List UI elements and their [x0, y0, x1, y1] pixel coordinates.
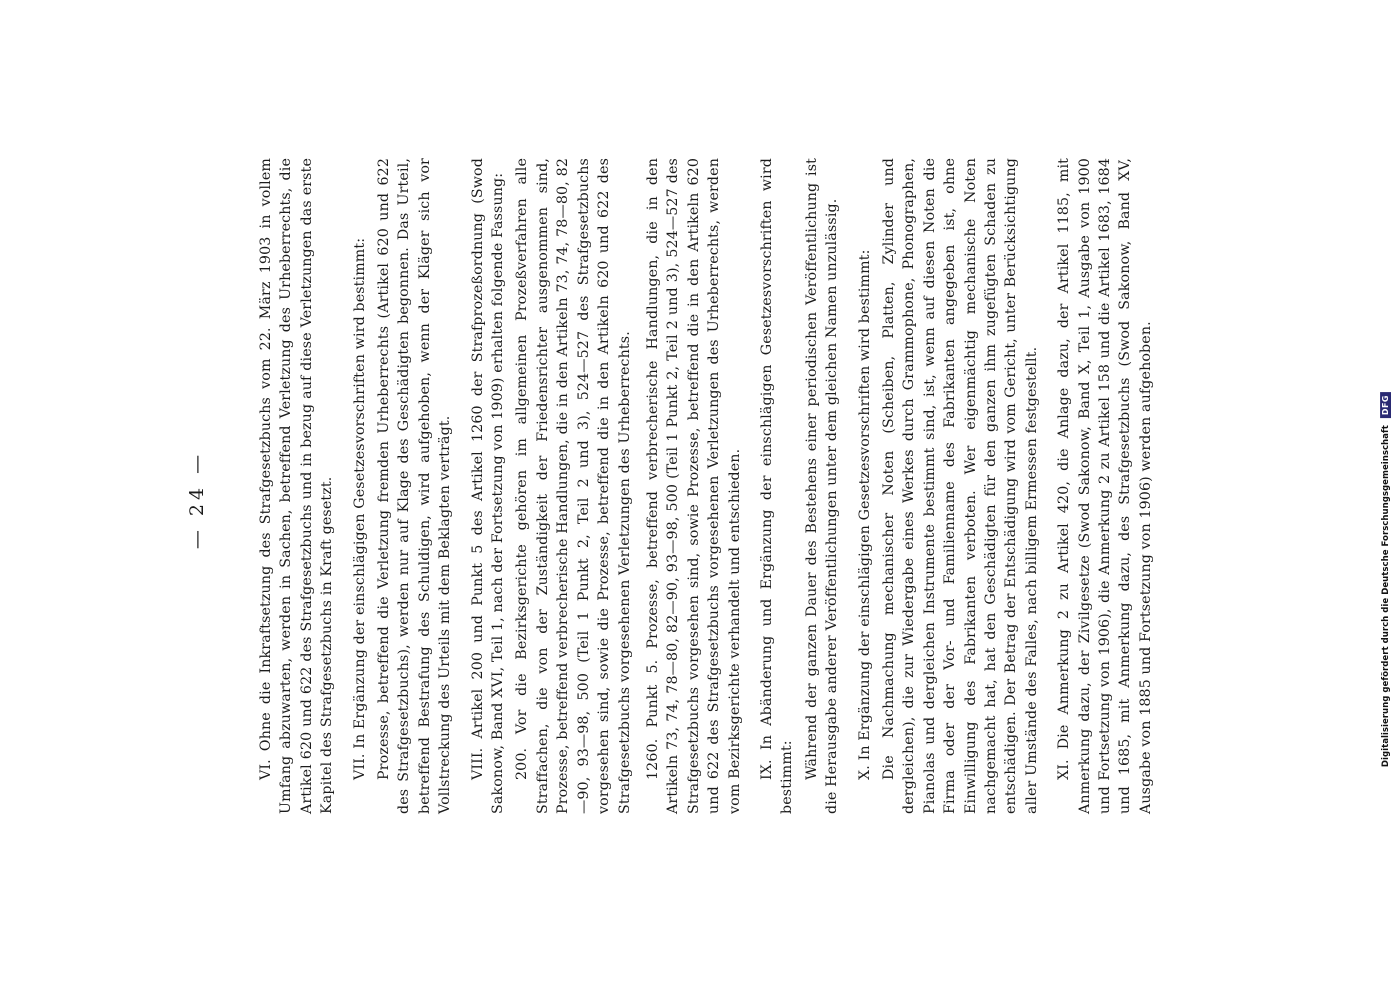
paragraph-vi: VI. Ohne die Inkraftsetzung des Strafgesetzbuchs vom 22. März 1903 in vollem Umfang abzuwarten, werden in Sachen, betreffend Verletzung des Urheberrechts, die Artikel 620 und 622 des Strafgesetzbuchs und in bezug auf diese Verletzungen das erste Kapitel des Strafgesetzbuchs in Kraft gesetzt. — [258, 158, 336, 814]
paragraph-article-1260: 1260. Punkt 5. Prozesse, betreffend verbrecherische Handlungen, die in den Artikeln 73, 74, 78—80, 82—90, 93—98, 500 (Teil 1 Punkt 2, Teil 2 und 3), 524—527 des Strafgesetzbuchs vorgesehen sind, sowie Prozesse, betreffend die in den Artikeln 620 und 622 des Strafgesetzbuchs vorgesehenen Verletzungen des Urheberrechts, werden vom Bezirksgerichte verhandelt und entschieden. — [644, 158, 743, 814]
dfg-logo: DFG — [1380, 392, 1391, 418]
paragraph-xi: XI. Die Anmerkung 2 zu Artikel 420, die Anlage dazu, der Artikel 1185, mit Anmerkung dazu, der Zivilgesetze (Swod Sakonow, Band X, Teil 1, Ausgabe von 1900 und Fortsetzung von 1906), die Anmerkung 2 zu Artikel 158 und die Artikel 1683, 1684 und 1685, mit Anmerkung dazu, des Strafgesetzbuchs (Swod Sakonow, Band XV, Ausgabe von 1885 und Fortsetzung von 1906) werden aufgehoben. — [1056, 158, 1154, 814]
paragraph-vii-body: Prozesse, betreffend die Verletzung fremden Urheberrechts (Artikel 620 und 622 des Strafgesetzbuchs), werden nur auf Klage des Geschädigten begonnen. Das Urteil, betreffend Bestrafung des Schuldigen, wird aufgehoben, wenn der Kläger sich vor Vollstreckung des Urteils mit dem Beklagten verträgt. — [376, 158, 454, 814]
paragraph-ix-intro: IX. In Abänderung und Ergänzung der einschlägigen Gesetzesvorschriften wird bestimmt: — [758, 158, 796, 814]
paragraph-article-200: 200. Vor die Bezirksgerichte gehören im allgemeinen Prozeßverfahren alle Straffachen, die von der Zuständigkeit der Friedensrichter ausgenommen sind, Prozesse, betreffend verbrecherische Handlungen, die in den Artikeln 73, 74, 78—80, 82—90, 93—98, 500 (Teil 1 Punkt 2, Teil 2 und 3), 524—527 des Strafgesetzbuchs vorgesehen sind, sowie die Prozesse, betreffend die in den Artikeln 620 und 622 des Strafgesetzbuchs vorgesehenen Verletzungen des Urheberrechts. — [514, 158, 633, 814]
digitization-note-text: Digitalisierung gefördert durch die Deutsche Forschungsgemeinschaft — [1381, 425, 1391, 768]
page-number: — 24 — — [186, 450, 208, 550]
digitization-note — [1364, 0, 1391, 1000]
paragraph-viii-intro: VIII. Artikel 200 und Punkt 5 des Artikel 1260 der Strafprozeßordnung (Swod Sakonow, Band XVI, Teil 1, nach der Fortsetzung von 1909) erhalten folgende Fassung: — [469, 158, 507, 814]
paragraph-x-body: Die Nachmachung mechanischer Noten (Scheiben, Platten, Zylinder und dergleichen), die zur Wiedergabe eines Werkes durch Grammophone, Phonographen, Pianolas und dergleichen Instrumente bestimmt sind, ist, wenn auf diesen Noten die Firma oder der Vor- und Familienname des Fabrikanten angegeben ist, ohne Einwilligung des Fabrikanten verboten. Wer eigenmächtig mechanische Noten nachgemacht hat, hat den Geschädigten für den ganzen ihm zugefügten Schaden zu entschädigen. Der Betrag der Entschädigung wird vom Gericht, unter Berücksichtigung aller Umstände des Falles, nach billigem Ermessen festgestellt. — [880, 158, 1040, 814]
paragraph-x-intro: X. In Ergänzung der einschlägigen Gesetzesvorschriften wird bestimmt: — [856, 249, 873, 780]
document-body — [256, 158, 1168, 814]
paragraph-vii-intro: VII. In Ergänzung der einschlägigen Gesetzesvorschriften wird bestimmt: — [351, 237, 368, 780]
page-content — [130, 90, 1250, 910]
paragraph-ix-body: Während der ganzen Dauer des Bestehens einer periodischen Veröffentlichung ist die Herausgabe anderer Veröffentlichungen unter dem gleichen Namen unzulässig. — [803, 158, 841, 814]
rotated-page — [130, 90, 1250, 910]
